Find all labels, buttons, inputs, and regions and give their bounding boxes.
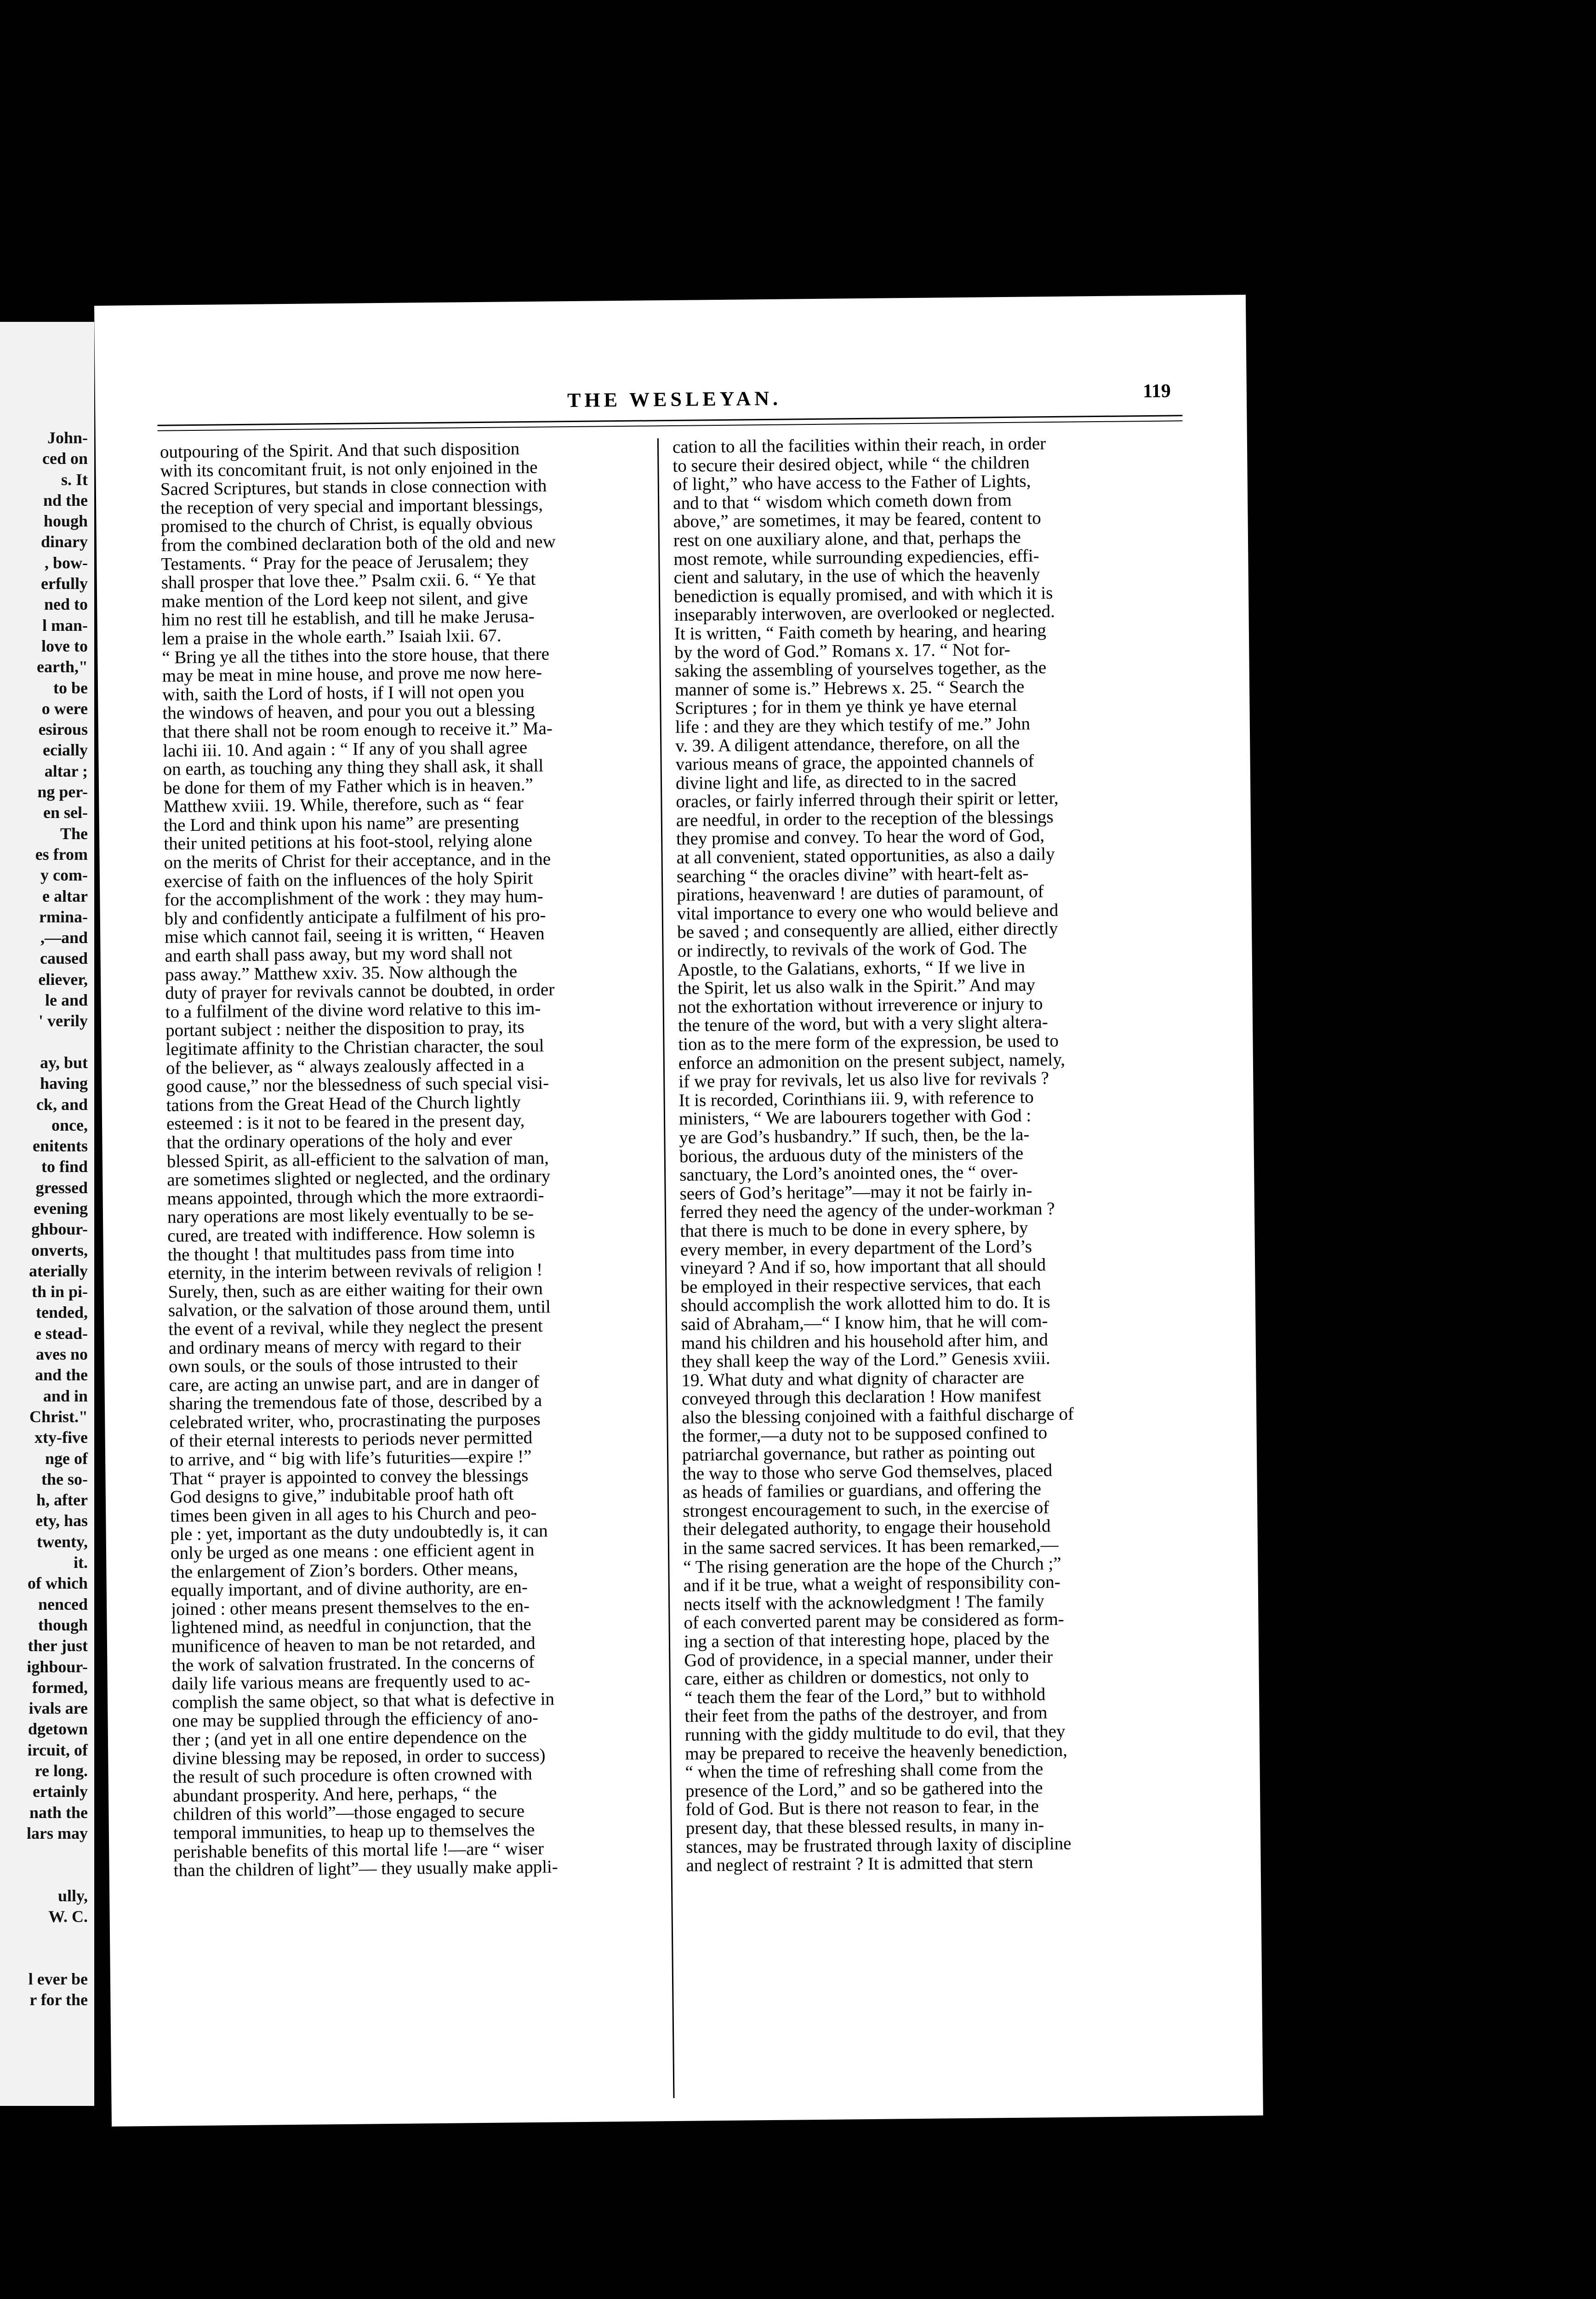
text-line: in the same sacred services. It has been remarked,— [683, 1535, 1059, 1558]
text-line: xty-five [34, 1428, 88, 1447]
text-line: l man- [42, 616, 88, 635]
text-line: stances, may be frustrated through laxity of discipline [686, 1833, 1072, 1857]
text-line: altar ; [44, 761, 88, 780]
text-line: searching “ the oracles divine” with heart-felt as- [676, 863, 1029, 886]
text-line: celebrated writer, who, procrastinating the purposes [169, 1409, 541, 1433]
text-line: to a fulfilment of the divine word relative to this im- [165, 998, 541, 1022]
text-line: if we pray for revivals, let us also live for revivals ? [678, 1068, 1049, 1092]
text-line: with, saith the Lord of hosts, if I will not open you [162, 681, 524, 704]
text-line: h, after [36, 1491, 88, 1510]
text-line: the Lord and think upon his name” are presenting [163, 812, 519, 835]
text-line: shall prosper that love thee.” Psalm cxii. 6. “ Ye that [161, 569, 536, 593]
text-line: nects itself with the acknowledgment ! The family [683, 1591, 1044, 1614]
text-line: good cause,” nor the blessedness of such special visi- [166, 1073, 549, 1097]
text-line: be saved ; and consequently are allied, either directly [677, 919, 1058, 942]
text-line: or indirectly, to revivals of the work of God. The [677, 938, 1027, 961]
text-line: on the merits of Christ for their acceptance, and in the [164, 849, 551, 873]
text-line: esirous [38, 720, 88, 739]
text-line: evening [33, 1199, 88, 1218]
text-line: nd the [43, 491, 88, 509]
text-line: hough [43, 512, 88, 531]
text-line: saking the assembling of yourselves together, as the [674, 658, 1047, 681]
page-header [169, 380, 1180, 420]
text-line: en sel- [43, 803, 88, 822]
text-line: the tenure of the word, but with a very slight altera- [678, 1012, 1048, 1035]
text-line: borious, the arduous duty of the ministers of the [679, 1143, 1024, 1167]
text-line: W. C. [48, 1907, 88, 1926]
text-line: eternity, in the interim between revivals of religion ! [168, 1259, 543, 1283]
text-line: salvation, or the salvation of those around them, until [168, 1297, 551, 1321]
text-line: and earth shall pass away, but my word shall not [165, 943, 513, 966]
text-line: , bow- [44, 553, 88, 572]
text-line: by the word of God.” Romans x. 17. “ Not for- [674, 639, 1010, 663]
text-line: make mention of the Lord keep not silent, and give [161, 588, 528, 611]
text-line: complish the same object, so that what is defective in [171, 1689, 555, 1712]
text-line: they shall keep the way of the Lord.” Genesis xviii. [681, 1348, 1050, 1372]
text-line: care, are acting an unwise part, and are in danger of [169, 1372, 540, 1395]
text-line: ertainly [33, 1782, 88, 1801]
text-line: own souls, or the souls of those intrusted to their [168, 1353, 518, 1377]
text-line: ing a section of that interesting hope, placed by the [684, 1628, 1050, 1652]
text-line: running with the giddy multitude to do evil, that they [684, 1721, 1066, 1745]
text-line: every member, in every department of the Lord’s [680, 1236, 1032, 1259]
text-line: the thought ! that multitudes pass from time into [167, 1241, 514, 1264]
text-line: twenty, [37, 1532, 88, 1551]
text-line: conveyed through this declaration ! How manifest [681, 1385, 1042, 1409]
text-line: of each converted parent may be considered as form- [684, 1609, 1065, 1633]
text-line: e altar [42, 886, 88, 905]
text-line: sharing the tremendous fate of those, described by a [169, 1390, 542, 1414]
text-line: nge of [45, 1449, 88, 1468]
text-line: strongest encouragement to such, in the exercise of [683, 1498, 1049, 1521]
text-line: at all convenient, stated opportunities, as also a daily [676, 844, 1055, 868]
text-line: should accomplish the work allotted him to do. It is [680, 1292, 1050, 1315]
text-line: care, either as children or domestics, not only to [684, 1665, 1029, 1689]
text-line: e stead- [34, 1324, 88, 1343]
text-line: ferred they need the agency of the under-workman ? [679, 1199, 1055, 1222]
text-line: ety, has [35, 1511, 88, 1530]
text-line: the event of a revival, while they neglect the present [168, 1315, 543, 1339]
text-line: ghbour- [31, 1220, 88, 1239]
text-line: Sacred Scriptures, but stands in close connection with [160, 475, 547, 499]
text-line: ully, [57, 1886, 88, 1905]
text-line: tations from the Great Head of the Church lightly [166, 1092, 521, 1115]
text-line: temporal immunities, to heap up to themselves the [173, 1819, 535, 1843]
text-line: and if it be true, what a weight of responsibility con- [683, 1572, 1060, 1596]
text-line: s. It [61, 470, 88, 489]
text-line: re long. [34, 1761, 88, 1780]
text-line: v. 39. A diligent attendance, therefore, on all the [675, 732, 1020, 756]
text-line: ye are God’s husbandry.” If such, then, be the la- [679, 1124, 1030, 1148]
text-line: munificence of heaven to man be not retarded, and [171, 1633, 536, 1657]
text-line: only be urged as one means : one efficient agent in [170, 1539, 535, 1563]
text-line: to secure their desired object, while “ the children [673, 452, 1030, 476]
text-line: are needful, in order to the reception of the blessings [676, 806, 1054, 830]
text-line: their delegated authority, to engage their household [683, 1516, 1051, 1539]
text-line: formed, [32, 1678, 88, 1697]
text-line: times been given in all ages to his Church and peo- [170, 1502, 537, 1526]
text-line: tended, [35, 1303, 88, 1322]
text-line: eliever, [38, 970, 88, 989]
text-line: the windows of heaven, and pour you out a blessing [162, 700, 535, 723]
text-line: perishable benefits of this mortal life !—are “ wiser [173, 1838, 544, 1862]
text-line: and in [43, 1386, 88, 1405]
text-line: ,—and [40, 928, 88, 947]
text-line: le and [45, 991, 88, 1010]
text-line: various means of grace, the appointed channels of [675, 751, 1034, 774]
header-rule-secondary [158, 420, 1183, 431]
running-title: THE WESLEYAN. [567, 387, 782, 412]
text-line: o were [41, 699, 88, 718]
text-line: lem a praise in the whole earth.” Isaiah lxii. 67. [161, 625, 502, 649]
text-line: earth," [37, 658, 88, 676]
text-line: dgetown [28, 1720, 88, 1739]
text-line: ple : yet, important as the duty undoubtedly is, it can [170, 1521, 548, 1544]
text-line: ay, but [40, 1053, 88, 1072]
text-line: ministers, “ We are labourers together with God : [678, 1105, 1032, 1129]
text-line: lightened mind, as needful in conjunction, that the [171, 1614, 531, 1638]
text-line: the Spirit, let us also walk in the Spirit.” And may [678, 975, 1036, 998]
left-column [160, 439, 659, 1881]
text-line: r for the [29, 1990, 88, 2009]
text-line: blessed Spirit, as all-efficient to the salvation of man, [166, 1148, 549, 1171]
text-line: Matthew xviii. 19. While, therefore, such as “ fear [163, 793, 524, 817]
book-page [94, 295, 1263, 2127]
text-line: that there shall not be room enough to receive it.” Ma- [162, 718, 553, 742]
text-line: It is recorded, Corinthians iii. 9, with reference to [678, 1087, 1034, 1110]
text-line: Testaments. “ Pray for the peace of Jerusalem; they [161, 550, 529, 574]
text-line: though [38, 1615, 88, 1634]
text-line: of the believer, as “ always zealously affected in a [165, 1054, 524, 1078]
text-line: once, [51, 1115, 88, 1134]
text-line: The [60, 824, 88, 843]
text-line: outpouring of the Spirit. And that such disposition [160, 439, 520, 462]
text-line: “ Bring ye all the tithes into the store house, that there [162, 644, 550, 667]
text-line: tion as to the mere form of the expression, be used to [678, 1030, 1059, 1054]
text-line: their united petitions at his foot-stool, relying alone [164, 830, 532, 854]
text-line: ced on [42, 449, 88, 468]
text-line: It is written, “ Faith cometh by hearing, and hearing [674, 620, 1047, 644]
text-line: nenced [38, 1595, 88, 1613]
text-line: presence of the Lord,” and so be gathered into the [685, 1778, 1043, 1801]
column-divider [657, 438, 675, 2098]
text-line: promised to the church of Christ, is equally obvious [160, 513, 533, 537]
text-line: and ordinary means of mercy with regard to their [168, 1334, 521, 1358]
text-line: patriarchal governance, but rather as pointing out [682, 1441, 1036, 1465]
text-line: above,” are sometimes, it may be feared, content to [673, 508, 1042, 532]
text-line: the work of salvation frustrated. In the concerns of [171, 1652, 535, 1675]
text-line: ng per- [37, 783, 88, 801]
text-line: fold of God. But is there not reason to fear, in the [685, 1796, 1039, 1819]
text-line: oracles, or fairly inferred through their spirit or letter, [676, 788, 1059, 812]
text-line: ther just [28, 1636, 88, 1655]
text-line: abundant prosperity. And here, perhaps, “ the [172, 1783, 497, 1806]
text-line: that there is much to be done in every sphere, by [680, 1218, 1028, 1241]
text-line: means appointed, through which the more extraordi- [167, 1185, 544, 1208]
text-line: him no rest till he establish, and till he make Jerusa- [161, 606, 535, 630]
text-line: the result of such procedure is often crowned with [172, 1764, 532, 1787]
text-line: said of Abraham,—“ I know him, that he will com- [681, 1311, 1048, 1334]
text-line: lachi iii. 10. And again : “ If any of you shall agree [163, 737, 528, 761]
text-line: God of providence, in a special manner, under their [684, 1647, 1053, 1670]
text-line [0, 1032, 88, 1052]
text-line: from the combined declaration both of the old and new [160, 532, 556, 555]
text-line: than the children of light”— they usually make appli- [173, 1857, 558, 1881]
facing-page-text [0, 428, 88, 2011]
text-line: enitents [33, 1137, 88, 1155]
text-line: pirations, heavenward ! are duties of paramount, of [677, 881, 1044, 905]
text-line: be employed in their respective services, that each [680, 1274, 1041, 1297]
text-line: ircuit, of [27, 1740, 88, 1759]
text-line: cient and salutary, in the use of which the heavenly [673, 564, 1040, 588]
text-line: cation to all the facilities within their reach, in order [672, 434, 1046, 457]
text-line: their feet from the paths of the destroyer, and from [684, 1703, 1048, 1726]
text-line: they promise and convey. To hear the word of God, [676, 825, 1045, 849]
text-line: portant subject : neither the disposition to pray, its [165, 1017, 524, 1041]
text-line: be done for them of my Father which is in heaven.” [163, 774, 533, 798]
text-line: 19. What duty and what dignity of character are [681, 1367, 1025, 1390]
text-line: ighbour- [27, 1657, 88, 1676]
text-line: “ teach them the fear of the Lord,” but to withhold [684, 1684, 1046, 1708]
text-line: nary operations are most likely eventually to be se- [167, 1204, 534, 1227]
text-line: may be meat in mine house, and prove me now here- [162, 662, 542, 686]
text-line: John- [47, 429, 88, 447]
text-line [0, 1864, 88, 1885]
text-line: one may be supplied through the efficiency of ano- [172, 1708, 539, 1731]
text-line: rmina- [39, 907, 88, 926]
text-line: benediction is equally promised, and with which it is [673, 583, 1053, 606]
text-line: l ever be [28, 1969, 88, 1988]
text-line: aterially [29, 1261, 88, 1280]
text-line: gressed [35, 1178, 88, 1197]
text-line: divine light and life, as directed to in the sacred [675, 770, 1016, 793]
text-line: the former,—a duty not to be supposed confined to [682, 1423, 1048, 1446]
text-line: enforce an admonition on the present subject, namely, [678, 1049, 1066, 1073]
text-line: joined : other means present themselves to the en- [171, 1596, 530, 1619]
text-line: vineyard ? And if so, how important that all should [680, 1255, 1046, 1278]
text-line: “ The rising generation are the hope of the Church ;” [683, 1553, 1061, 1577]
text-line: dinary [40, 532, 88, 551]
text-line [0, 1927, 88, 1948]
text-line: with its concomitant fruit, is not only enjoined in the [160, 457, 538, 480]
text-line: bly and confidently anticipate a fulfilment of his pro- [164, 905, 546, 929]
text-line: and to that “ wisdom which cometh down from [673, 490, 1012, 513]
text-line: may be prepared to receive the heavenly benediction, [685, 1740, 1068, 1763]
text-line: inseparably interwoven, are overlooked or neglected. [674, 601, 1055, 625]
facing-page-fragment [0, 322, 94, 2106]
text-line: legitimate affinity to the Christian character, the soul [165, 1035, 544, 1059]
text-line: daily life various means are frequently used to ac- [171, 1670, 530, 1694]
text-line: cured, are treated with indifference. How solemn is [167, 1222, 536, 1246]
text-line: the so- [41, 1470, 88, 1488]
text-line: erfully [41, 574, 88, 593]
text-line: Scriptures ; for in them ye think ye have eternal [675, 695, 1017, 718]
text-line: and the [34, 1366, 88, 1384]
right-column [673, 434, 1171, 1876]
text-line [0, 1844, 88, 1864]
text-line: caused [40, 949, 88, 968]
text-line: and neglect of restraint ? It is admitted that stern [686, 1852, 1033, 1876]
text-line: Christ." [29, 1407, 88, 1426]
text-line: mand his children and his household after him, and [681, 1329, 1049, 1353]
text-line: most remote, while surrounding expediencies, effi- [673, 545, 1039, 569]
text-line: the enlargement of Zion’s borders. Other means, [171, 1558, 518, 1582]
text-line: life : and they are they which testify of me.” John [675, 714, 1031, 737]
text-line: duty of prayer for revivals cannot be doubted, in order [165, 979, 555, 1003]
text-line: ecially [43, 741, 88, 760]
text-line: y com- [40, 866, 88, 885]
text-line: ivals are [28, 1699, 88, 1718]
text-line: mise which cannot fail, seeing it is written, “ Heaven [165, 924, 545, 947]
text-line: for the accomplishment of the work : they may hum- [164, 886, 543, 910]
text-line: equally important, and of divine authority, are en- [171, 1577, 528, 1601]
text-line: esteemed : is it not to be feared in the present day, [166, 1110, 525, 1134]
text-line: to find [41, 1157, 88, 1176]
text-line: children of this world”—those engaged to secure [173, 1801, 525, 1824]
text-line: ' verily [39, 1012, 88, 1030]
text-line: it. [74, 1553, 88, 1572]
text-line: present day, that these blessed results, in many in- [685, 1815, 1044, 1838]
text-line: onverts, [31, 1241, 88, 1259]
text-line: pass away.” Matthew xxiv. 35. Now although the [165, 961, 518, 984]
text-line: God designs to give,” indubitable proof hath oft [170, 1484, 514, 1507]
text-line: the reception of very special and important blessings, [160, 494, 543, 518]
text-line: of which [27, 1574, 88, 1593]
text-line: sanctuary, the Lord’s anointed ones, the “ over- [679, 1161, 1018, 1185]
text-line: are sometimes slighted or neglected, and the ordinary [167, 1166, 551, 1190]
text-line: having [40, 1074, 88, 1093]
text-line: to be [53, 678, 88, 697]
text-line: nath the [29, 1803, 88, 1822]
text-line: seers of God’s heritage”—may it not be fairly in- [679, 1180, 1032, 1204]
text-line: divine blessing may be reposed, in order to success) [172, 1745, 546, 1768]
text-line: aves no [35, 1345, 88, 1364]
text-line: ned to [44, 595, 88, 614]
text-line: on earth, as touching any thing they shall ask, it shall [163, 755, 544, 779]
text-line: rest on one auxiliary alone, and that, perhaps the [673, 527, 1021, 550]
text-line: of light,” who have access to the Father of Lights, [673, 471, 1031, 494]
text-line: lars may [27, 1824, 88, 1842]
text-line: that the ordinary operations of the holy and ever [166, 1129, 513, 1153]
text-line: of their eternal interests to periods never permitted [169, 1428, 533, 1451]
text-line: “ when the time of refreshing shall come from the [685, 1759, 1043, 1782]
text-line: also the blessing conjoined with a faithful discharge of [682, 1404, 1074, 1428]
text-line: manner of some is.” Hebrews x. 25. “ Search the [674, 676, 1025, 700]
text-line: es from [35, 845, 88, 864]
text-line: That “ prayer is appointed to convey the blessings [170, 1465, 529, 1488]
text-line: to arrive, and “ big with life’s futurities—expire !” [169, 1447, 532, 1470]
page-number: 119 [1142, 380, 1171, 402]
text-line: vital importance to every one who would believe and [677, 900, 1059, 924]
text-line: exercise of faith on the influences of the holy Spirit [164, 868, 533, 891]
text-line [0, 1948, 88, 1969]
text-line: not the exhortation without irreverence or injury to [678, 994, 1043, 1017]
text-line: ther ; (and yet in all one entire dependence on the [172, 1727, 527, 1750]
text-line: th in pi- [31, 1282, 88, 1301]
text-line: as heads of families or guardians, and offering the [682, 1479, 1042, 1502]
text-line: ck, and [36, 1095, 88, 1114]
text-line: Apostle, to the Galatians, exhorts, “ If we live in [677, 956, 1026, 980]
text-line: the way to those who serve God themselves, placed [682, 1460, 1053, 1484]
text-line: Surely, then, such as are either waiting for their own [168, 1278, 543, 1302]
text-line: love to [41, 636, 88, 655]
